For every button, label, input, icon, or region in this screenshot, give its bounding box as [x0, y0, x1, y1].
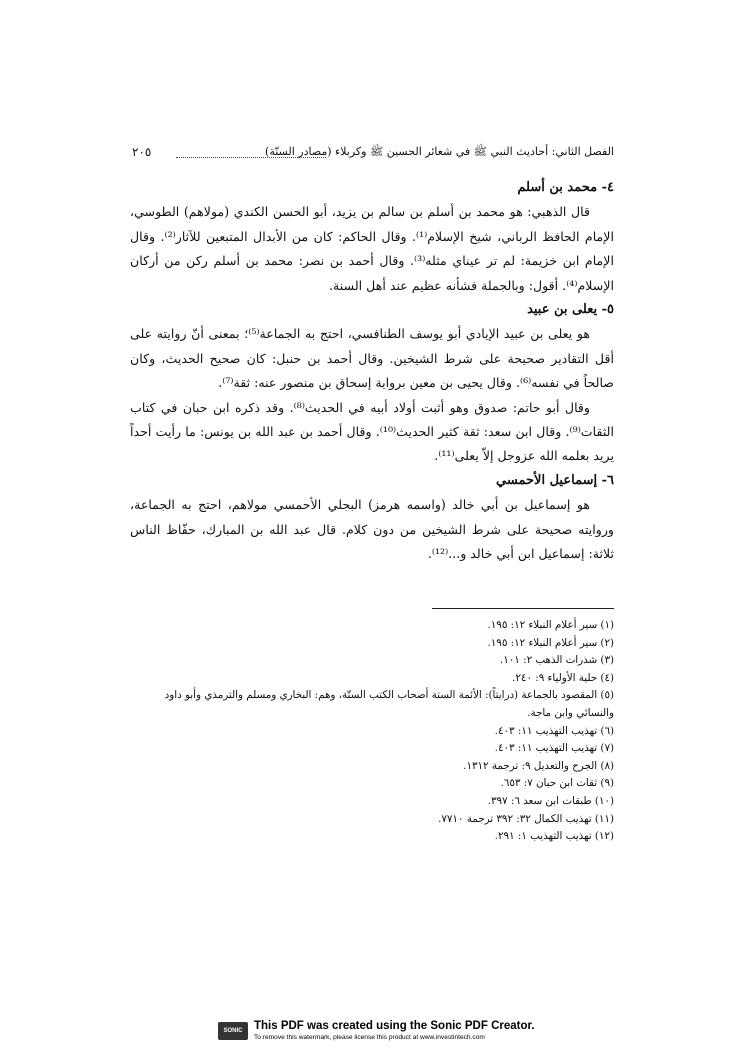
footnote: (٦) تهذيب التهذيب ١١: ٤٠٣. [494, 724, 614, 737]
footnote: (١٠) طبقات ابن سعد ٦: ٣٩٧. [487, 794, 614, 807]
footnote: (١١) تهذيب الكمال ٣٢: ٣٩٢ ترجمة ٧٧١٠. [438, 812, 614, 825]
watermark-title: This PDF was created using the Sonic PDF Creator. [254, 1020, 535, 1032]
footnote: (٢) سير أعلام النبلاء ١٢: ١٩٥. [487, 636, 614, 649]
footnote: (٩) ثقات ابن حبان ٧: ٦٥٣. [500, 777, 614, 790]
page-header [130, 143, 614, 163]
body-paragraph: قال الذهبي: هو محمد بن أسلم بن سالم بن يزيد، أبو الحسن الكندي (مولاهم) الطوسي، الإمام الحافظ الرباني، شيخ الإسلام⁽¹⁾. وقال الحاكم: كان من الأبدال المتبعين للآثار⁽²⁾. وقال الإمام ابن خزيمة: لم تر عيناي مثله⁽³⁾. وقال أحمد بن نصر: محمد بن أسلم ركن من أركان الإسلام⁽⁴⁾. أقول: وبالجملة فشأنه عظيم عند أهل السنة. [130, 204, 614, 293]
main-text [130, 176, 614, 567]
footnote: (٨) الجرح والتعديل ٩: ترجمة ١٣١٢. [463, 759, 614, 772]
body-paragraph: هو يعلى بن عبيد الإيادي أبو يوسف الطنافسي، احتج به الجماعة⁽⁵⁾؛ بمعنى أنّ روايته على أقل التقادير صحيحة على شرط الشيخين. وقال أحمد بن حنبل: كان صحيح الحديث، وكان صالحاً في نفسه⁽⁶⁾. وقال يحيى بن معين برواية إسحاق بن منصور عنه: ثقة⁽⁷⁾. [130, 326, 614, 391]
running-title: الفصل الثاني: أحاديث النبي ﷺ في شعائر الحسين ﷺ وكربلاء (مصادر السنّة) [265, 145, 614, 158]
footnote-divider [432, 608, 614, 609]
footnote: (٣) شذرات الذهب ٢: ١٠١. [499, 654, 614, 667]
sonic-pdf-logo: SONIC PDF [218, 1022, 248, 1040]
page-number: ٢٠٥ [132, 145, 152, 159]
footnote: (١٢) تهذيب التهذيب ١: ٢٩١. [494, 830, 614, 843]
section-heading: ٥- يعلى بن عبيد [527, 302, 614, 318]
footnote: (١) سير أعلام النبلاء ١٢: ١٩٥. [487, 619, 614, 631]
section-heading: ٦- إسماعيل الأحمسي [496, 472, 614, 488]
footnotes [130, 617, 614, 846]
body-paragraph: هو إسماعيل بن أبي خالد (واسمه هرمز) البجلي الأحمسي مولاهم، احتج به الجماعة، وروايته صحيحة على شرط الشيخين من دون كلام. قال عبد الله بن المبارك، حفّاظ الناس ثلاثة: إسماعيل ابن أبي خالد و...⁽¹²⁾. [130, 497, 614, 562]
footnote: (٧) تهذيب التهذيب ١١: ٤٠٣. [494, 742, 614, 755]
watermark-subtitle[interactable]: To remove this watermark, please license this product at www.investintech.com [254, 1034, 485, 1041]
section-heading: ٤- محمد بن أسلم [517, 180, 614, 195]
body-paragraph: وقال أبو حاتم: صدوق وهو أثبت أولاد أبيه في الحديث⁽⁸⁾. وقد ذكره ابن حبان في كتاب الثقات⁽⁹⁾. وقال ابن سعد: ثقة كثير الحديث⁽¹⁰⁾. وقال أحمد بن عبد الله بن يونس: ما رأيت أحداً يريد بعلمه الله عزوجل إلاّ يعلى⁽¹¹⁾. [130, 399, 614, 464]
footnote: (٤) حلية الأولياء ٩: ٢٤٠. [512, 671, 614, 684]
footnote: (٥) المقصود بالجماعة (درايتاً): الأئمة الستة أصحاب الكتب الستّة، وهم: البخاري ومسلم والترمذي وأبو داود والنسائي وابن ماجة. [164, 689, 614, 719]
pdf-watermark [214, 1020, 544, 1052]
